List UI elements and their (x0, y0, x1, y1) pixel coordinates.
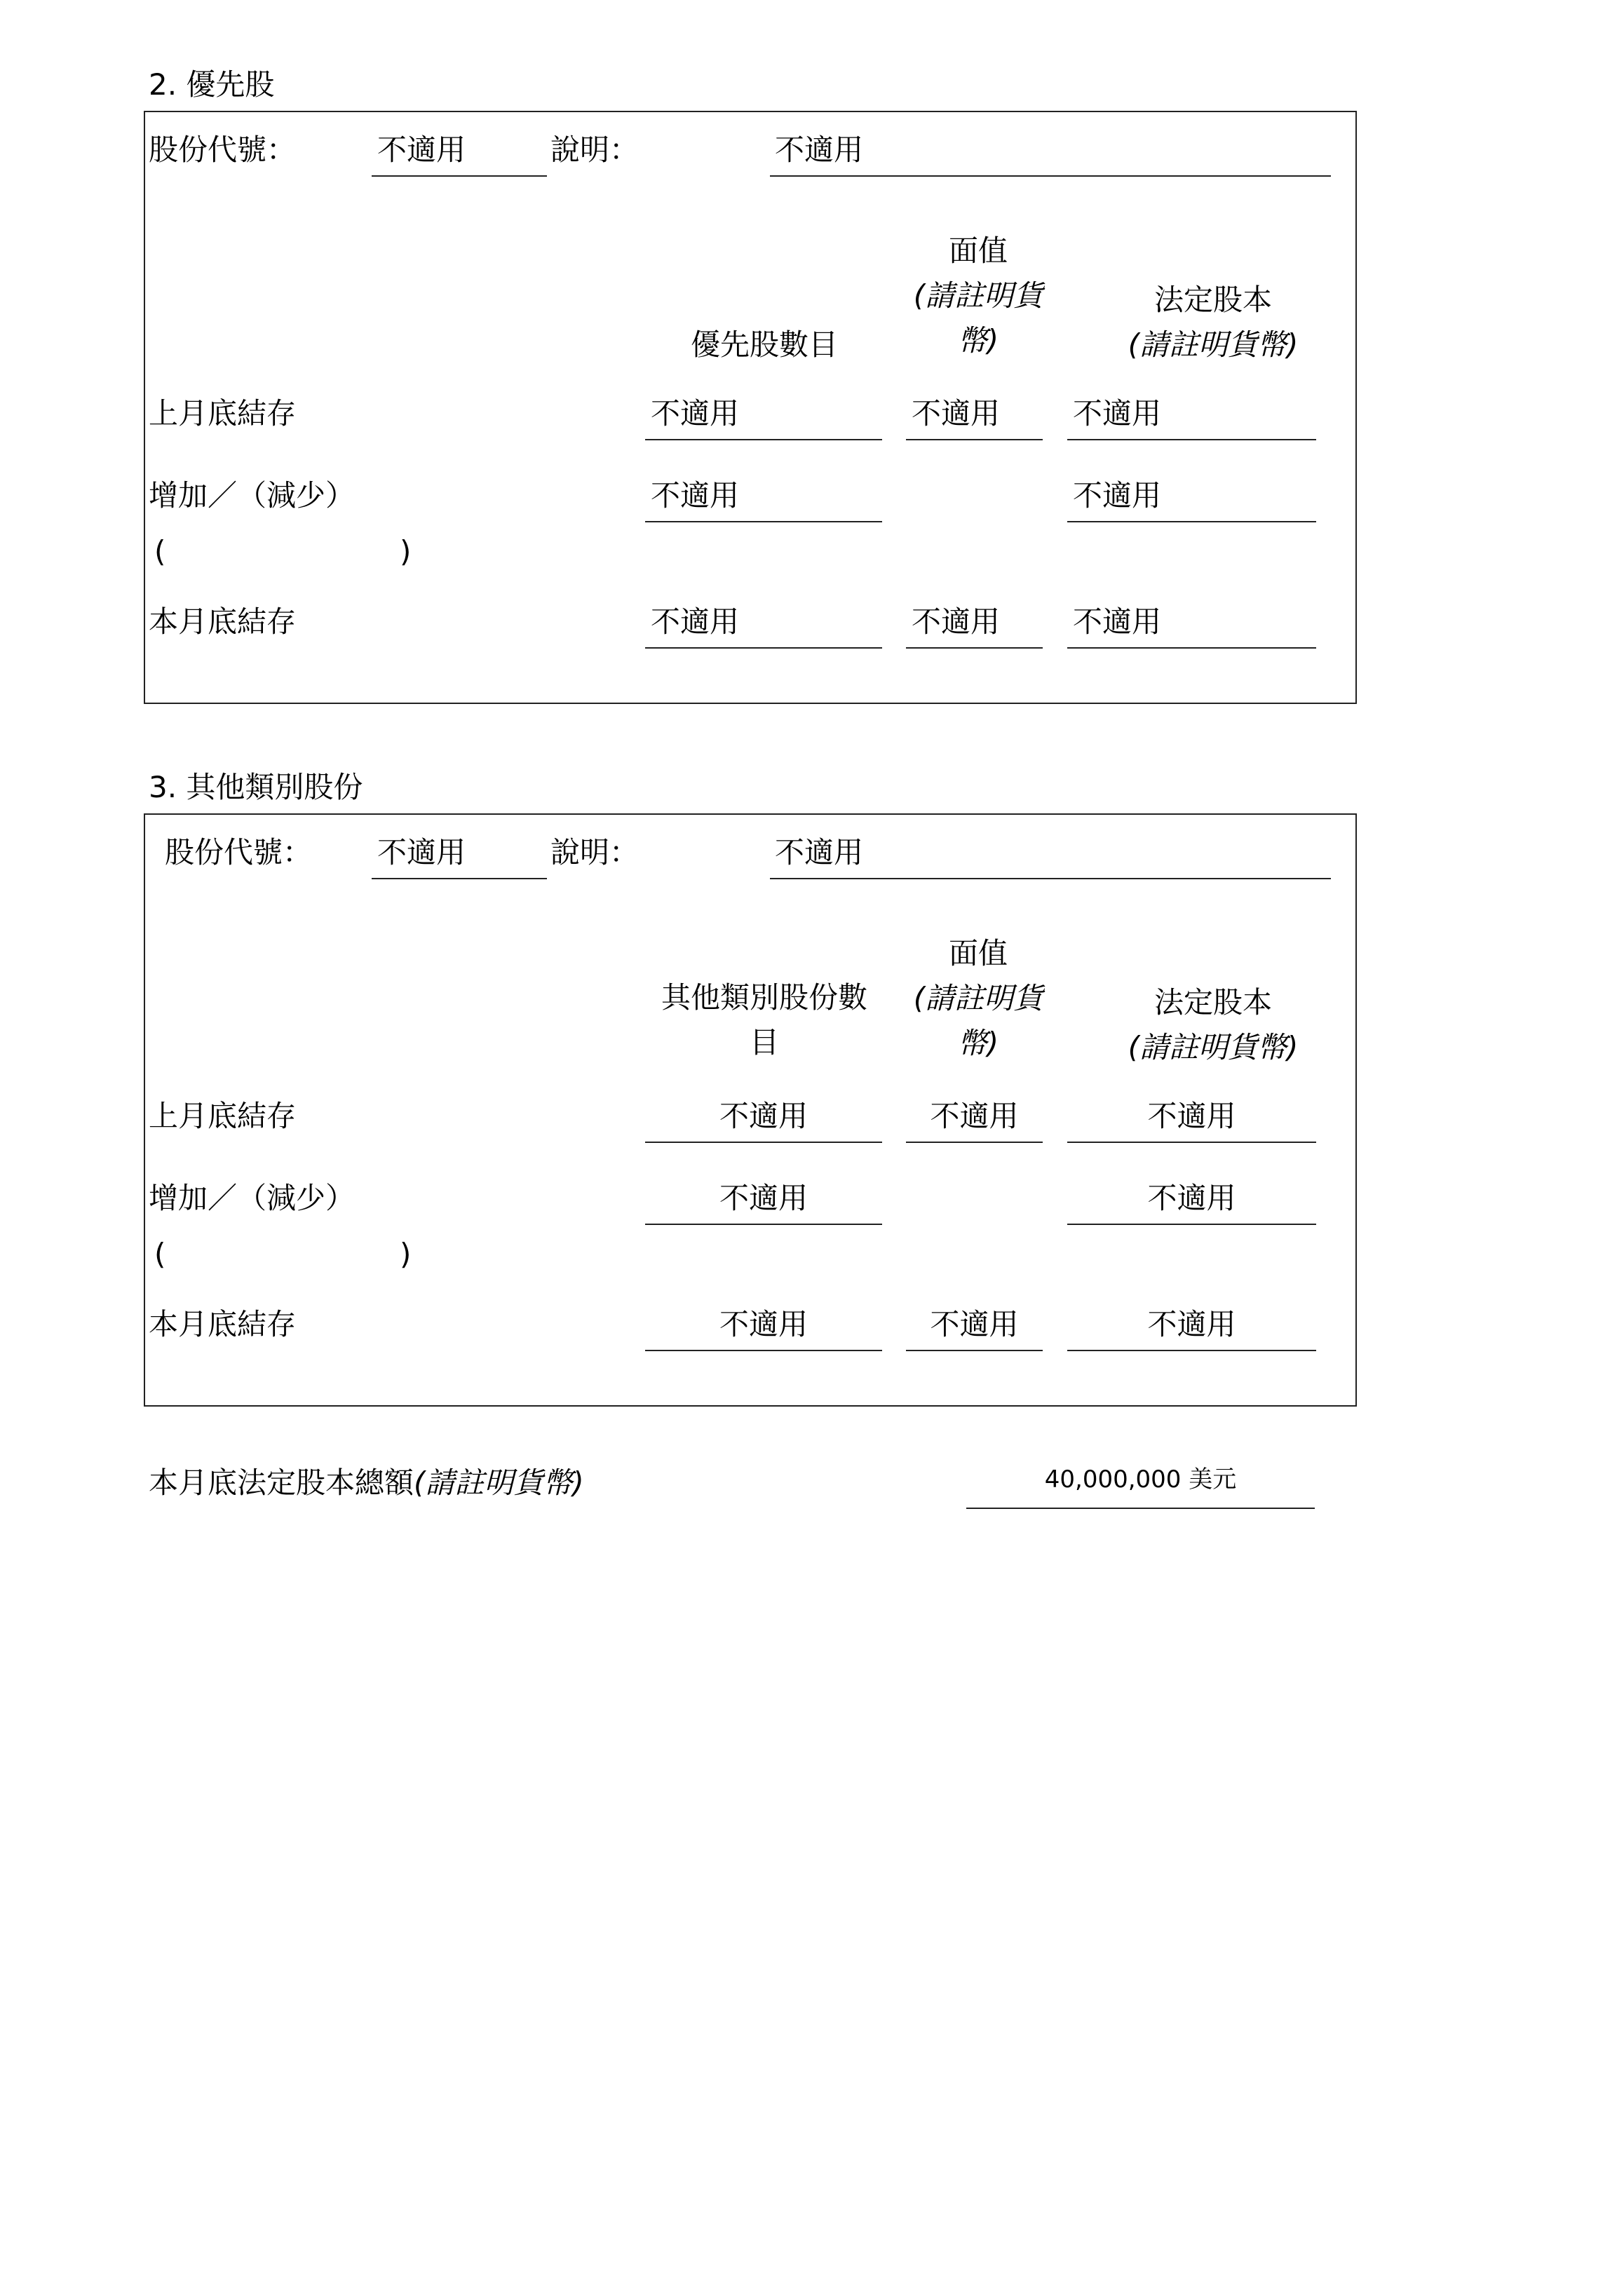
col-header-par (901, 229, 1055, 363)
total-value-underline (966, 1508, 1315, 1509)
row-label-change: 增加／（減少） (149, 478, 356, 513)
description-underline (770, 175, 1331, 177)
row-this-count-underline (645, 647, 882, 649)
row-prev-auth-underline-3 (1067, 1142, 1316, 1143)
row-this-auth-underline (1067, 647, 1316, 649)
col-header-auth-line2-3: (請註明貨幣) (1128, 1030, 1299, 1064)
row-label-this-month-3: 本月底結存 (149, 1307, 297, 1341)
col-header-authorized (1094, 278, 1332, 367)
total-value: 40,000,000 美元 (1044, 1465, 1237, 1494)
col-header-authorized-3 (1094, 980, 1332, 1070)
description-underline-3 (770, 878, 1331, 879)
col-header-par-line3-3: 幣) (957, 1026, 999, 1060)
row-prev-par-underline (906, 439, 1043, 440)
col-header-count-line1-3: 其他類別股份數 (661, 980, 867, 1015)
col-header-auth-line1: 法定股本 (1153, 283, 1272, 317)
row-label-prev-month-3: 上月底結存 (149, 1099, 297, 1133)
stock-code-value: 不適用 (377, 133, 466, 167)
total-label-text: 本月底法定股本總額 (149, 1465, 414, 1500)
row-this-count-underline-3 (645, 1350, 882, 1351)
description-label: 說明： (550, 133, 640, 167)
col-header-par-3 (901, 931, 1055, 1066)
row-change-auth: 不適用 (1073, 478, 1162, 513)
col-header-par-line3: 幣) (957, 323, 999, 358)
section-2-box (144, 111, 1357, 704)
row-change-count-underline-3 (645, 1224, 882, 1225)
col-header-count-text: 優先股數目 (690, 327, 838, 362)
col-header-count (645, 323, 884, 367)
col-header-auth-line2: (請註明貨幣) (1128, 327, 1299, 362)
paren-close-3: ) (400, 1237, 412, 1271)
row-this-par-3: 不適用 (930, 1307, 1019, 1341)
row-prev-auth-underline (1067, 439, 1316, 440)
row-this-par: 不適用 (912, 604, 1001, 639)
col-header-count-line2-3: 目 (749, 1025, 779, 1060)
row-prev-par-3: 不適用 (930, 1099, 1019, 1133)
row-change-auth-3: 不適用 (1147, 1181, 1236, 1215)
row-label-this-month: 本月底結存 (149, 604, 297, 639)
row-this-auth-underline-3 (1067, 1350, 1316, 1351)
col-header-par-line2-3: (請註明貨 (913, 981, 1043, 1015)
row-prev-count-underline-3 (645, 1142, 882, 1143)
row-change-count-underline (645, 521, 882, 522)
row-prev-par: 不適用 (912, 396, 1001, 431)
row-this-par-underline (906, 647, 1043, 649)
stock-code-value-3: 不適用 (377, 835, 466, 869)
stock-code-label-3: 股份代號： (165, 835, 313, 869)
col-header-count-3 (645, 975, 884, 1065)
row-prev-par-underline-3 (906, 1142, 1043, 1143)
col-header-par-line1-3: 面值 (948, 936, 1008, 970)
col-header-par-line2: (請註明貨 (913, 278, 1043, 313)
paren-open: ( (154, 534, 166, 569)
paren-close: ) (400, 534, 412, 569)
row-prev-auth: 不適用 (1073, 396, 1162, 431)
total-label-note: (請註明貨幣) (414, 1465, 584, 1500)
paren-open-3: ( (154, 1237, 166, 1271)
row-this-count: 不適用 (651, 604, 740, 639)
row-prev-count-underline (645, 439, 882, 440)
section-3-title: 3. 其他類別股份 (149, 770, 363, 804)
section-2-title: 2. 優先股 (149, 67, 275, 102)
row-label-prev-month: 上月底結存 (149, 396, 297, 431)
row-this-par-underline-3 (906, 1350, 1043, 1351)
row-change-auth-underline-3 (1067, 1224, 1316, 1225)
stock-code-underline-3 (372, 878, 547, 879)
stock-code-label: 股份代號： (149, 133, 297, 167)
description-label-3: 說明： (550, 835, 640, 869)
row-change-count-3: 不適用 (719, 1181, 808, 1215)
row-this-auth-3: 不適用 (1147, 1307, 1236, 1341)
description-value-3: 不適用 (775, 835, 864, 869)
row-change-count: 不適用 (651, 478, 740, 513)
col-header-auth-line1-3: 法定股本 (1153, 985, 1272, 1020)
row-this-count-3: 不適用 (719, 1307, 808, 1341)
row-prev-count: 不適用 (651, 396, 740, 431)
row-label-change-3: 增加／（減少） (149, 1181, 356, 1215)
row-prev-count-3: 不適用 (719, 1099, 808, 1133)
row-this-auth: 不適用 (1073, 604, 1162, 639)
description-value: 不適用 (775, 133, 864, 167)
row-prev-auth-3: 不適用 (1147, 1099, 1236, 1133)
total-label (149, 1465, 584, 1501)
stock-code-underline (372, 175, 547, 177)
row-change-auth-underline (1067, 521, 1316, 522)
col-header-par-line1: 面值 (948, 233, 1008, 268)
